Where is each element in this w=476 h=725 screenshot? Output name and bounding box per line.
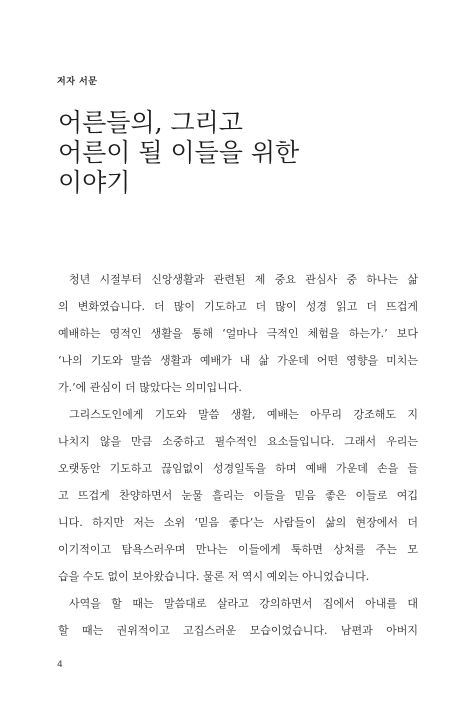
body-text (58, 266, 418, 644)
page-number: 4 (57, 660, 63, 670)
paragraph-1 (58, 266, 418, 401)
paragraph-2 (58, 401, 418, 590)
section-label: 저자 서문 (57, 77, 98, 87)
text-line: 습을 수도 없이 보아왔습니다. 물론 저 역시 예외는 아니었습니다. (58, 570, 370, 583)
text-line: 사역을 할 때는 말씀대로 살라고 강의하면서 집에서 아내를 대 (69, 597, 418, 610)
text-line: 가.’에 관심이 더 많았다는 의미입니다. (58, 381, 242, 394)
text-line: 예배하는 영적인 생활을 통해 ‘얼마나 극적인 체험을 하는가.’ 보다 (58, 327, 418, 340)
text-line: 나치지 않을 만큼 소중하고 필수적인 요소들입니다. 그래서 우리는 (58, 435, 418, 448)
text-line: ‘나의 기도와 말씀 생활과 예배가 내 삶 가운데 어떤 영향을 미치는 (58, 354, 418, 367)
text-line: 할 때는 권위적이고 고집스러운 모습이었습니다. 남편과 아버지 (58, 624, 418, 637)
paragraph-3 (58, 590, 418, 644)
text-line: 이기적이고 탐욕스러우며 만나는 이들에게 툭하면 상처를 주는 모 (58, 543, 418, 556)
text-line: 의 변화였습니다. 더 많이 기도하고 더 많이 성경 읽고 더 뜨겁게 (58, 300, 418, 313)
text-line: 니다. 하지만 저는 소위 ‘믿음 좋다’는 사람들이 삶의 현장에서 더 (58, 516, 418, 529)
text-line: 오랫동안 기도하고 끊임없이 성경일독을 하며 예배 가운데 손을 들 (58, 462, 418, 475)
title-line: 이야기 (58, 168, 131, 197)
title-line: 어른들의, 그리고 (58, 108, 243, 137)
text-line: 그리스도인에게 기도와 말씀 생활, 예배는 아무리 강조해도 지 (69, 408, 418, 421)
title-line: 어른이 될 이들을 위한 (58, 138, 300, 167)
chapter-title (58, 108, 299, 198)
text-line: 고 뜨겁게 찬양하면서 눈물 흘리는 이들을 믿음 좋은 이들로 여깁 (58, 489, 418, 502)
text-line: 청년 시절부터 신앙생활과 관련된 제 중요 관심사 중 하나는 삶 (69, 273, 418, 286)
